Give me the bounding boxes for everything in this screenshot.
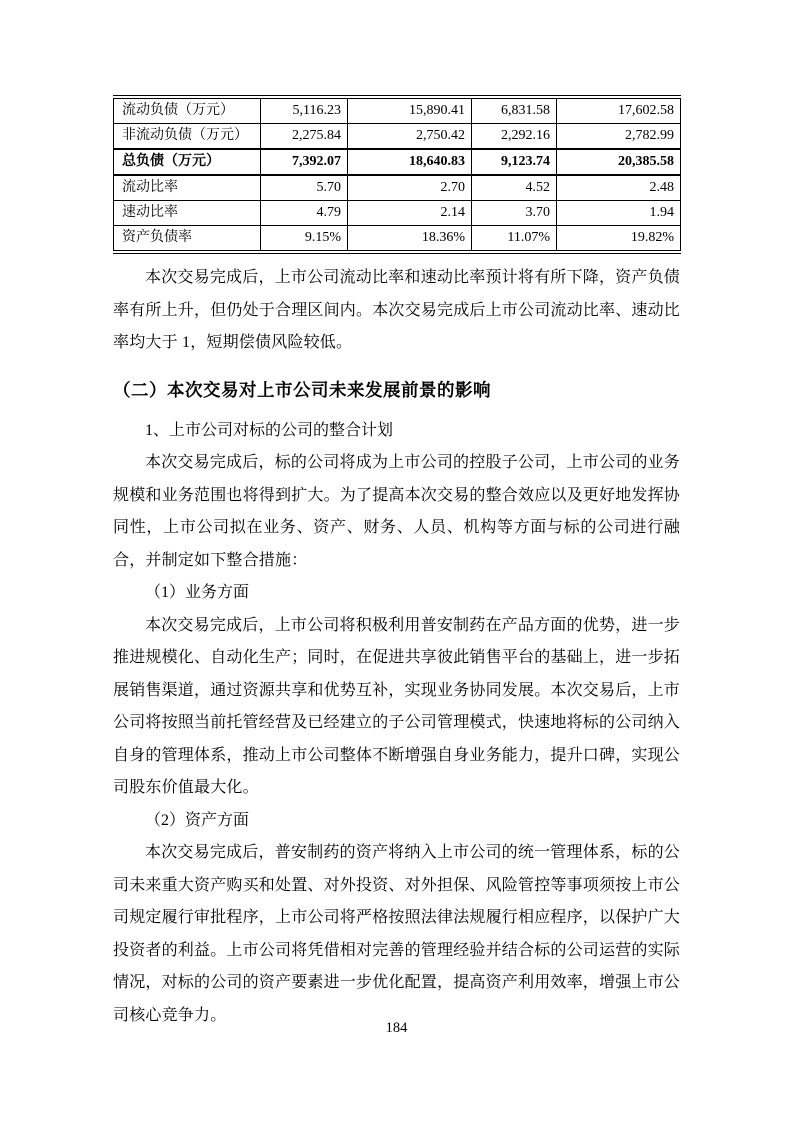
financial-table bbox=[113, 95, 681, 254]
table-cell: 11.07% bbox=[472, 226, 557, 253]
table-row-label: 资产负债率 bbox=[114, 226, 261, 253]
paragraph-solvency: 本次交易完成后，上市公司流动比率和速动比率预计将有所下降，资产负债率有所上升，但仍处于合理区间内。本次交易完成后上市公司流动比率、速动比率均大于 1，短期偿债风险较低。 bbox=[113, 269, 681, 351]
table-cell: 4.52 bbox=[472, 175, 557, 201]
table-cell: 5,116.23 bbox=[261, 97, 348, 124]
heading-future-development-impact: （二）本次交易对上市公司未来发展前景的影响 bbox=[113, 379, 491, 400]
page-number: 184 bbox=[385, 1020, 408, 1036]
table-cell: 2,782.99 bbox=[557, 124, 681, 150]
item-heading-business: （1）业务方面 bbox=[145, 584, 250, 601]
table-cell: 18.36% bbox=[348, 226, 472, 253]
table-row bbox=[114, 97, 681, 124]
table-cell: 1.94 bbox=[557, 201, 681, 226]
table-row-label: 速动比率 bbox=[114, 201, 261, 226]
table-cell: 18,640.83 bbox=[348, 149, 472, 175]
table-cell: 15,890.41 bbox=[348, 97, 472, 124]
item-heading-assets: （2）资产方面 bbox=[145, 811, 250, 829]
table-cell: 20,385.58 bbox=[557, 149, 681, 175]
paragraph-assets: 本次交易完成后，普安制药的资产将纳入上市公司的统一管理体系，标的公司未来重大资产购买和处置、对外投资、对外担保、风险管控等事项须按上市公司规定履行审批程序，上市公司将严格按照法律法规履行相应程序，以保护广大投资者的利益。上市公司将凭借相对完善的管理经验并结合标的公司运营的实际情况，对标的公司的资产要素进一步优化配置，提高资产利用效率，增强上市公司核心竞争力。 bbox=[113, 844, 681, 1024]
table-cell: 2.48 bbox=[557, 175, 681, 201]
table-cell: 3.70 bbox=[472, 201, 557, 226]
table-row bbox=[114, 175, 681, 201]
table-cell: 2.70 bbox=[348, 175, 472, 201]
table-cell: 4.79 bbox=[261, 201, 348, 226]
table-row bbox=[114, 226, 681, 253]
table-row-label: 流动比率 bbox=[114, 175, 261, 201]
table-cell: 9,123.74 bbox=[472, 149, 557, 175]
table-cell: 2.14 bbox=[348, 201, 472, 226]
paragraph-business: 本次交易完成后，上市公司将积极利用普安制药在产品方面的优势，进一步推进规模化、自动化生产；同时，在促进共享彼此销售平台的基础上，进一步拓展销售渠道，通过资源共享和优势互补，实现业务协同发展。本次交易后，上市公司将按照当前托管经营及已经建立的子公司管理模式，快速地将标的公司纳入自身的管理体系，推动上市公司整体不断增强自身业务能力，提升口碑，实现公司股东价值最大化。 bbox=[113, 616, 681, 796]
table-row-total bbox=[114, 149, 681, 175]
table-cell: 5.70 bbox=[261, 175, 348, 201]
table-cell: 9.15% bbox=[261, 226, 348, 253]
table-cell: 2,275.84 bbox=[261, 124, 348, 150]
table-cell: 7,392.07 bbox=[261, 149, 348, 175]
table-cell: 6,831.58 bbox=[472, 97, 557, 124]
table-row bbox=[114, 201, 681, 226]
table-cell: 17,602.58 bbox=[557, 97, 681, 124]
subheading-integration-plan: 1、上市公司对标的公司的整合计划 bbox=[145, 421, 394, 439]
table-cell: 19.82% bbox=[557, 226, 681, 253]
table-row bbox=[114, 124, 681, 150]
table-row-label: 流动负债（万元） bbox=[114, 97, 261, 124]
table-row-label: 总负债（万元） bbox=[114, 149, 261, 175]
paragraph-integration: 本次交易完成后，标的公司将成为上市公司的控股子公司，上市公司的业务规模和业务范围也将得到扩大。为了提高本次交易的整合效应以及更好地发挥协同性，上市公司拟在业务、资产、财务、人员、机构等方面与标的公司进行融合，并制定如下整合措施： bbox=[113, 454, 681, 569]
table-cell: 2,292.16 bbox=[472, 124, 557, 150]
table-cell: 2,750.42 bbox=[348, 124, 472, 150]
table-row-label: 非流动负债（万元） bbox=[114, 124, 261, 150]
